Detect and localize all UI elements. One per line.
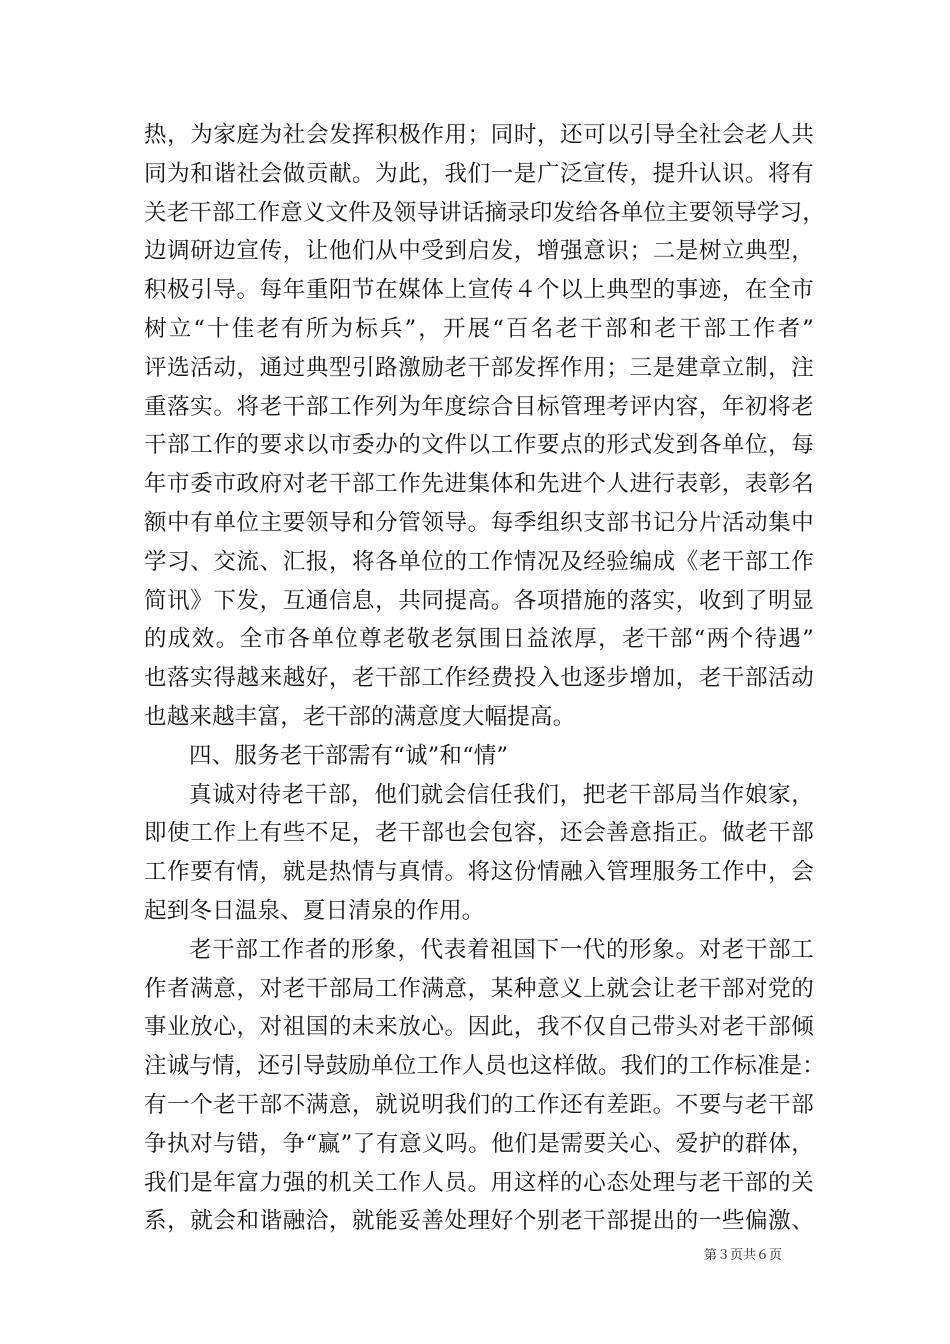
text-line: 边调研边宣传，让他们从中受到启发，增强意识；二是树立典型， [144, 238, 814, 265]
body-text [144, 116, 826, 1241]
text-line: 有一个老干部不满意，就说明我们的工作还有差距。不要与老干部 [144, 1091, 814, 1118]
text-line: 关老干部工作意义文件及领导讲话摘录印发给各单位主要领导学习， [144, 199, 826, 226]
text-line: 干部工作的要求以市委办的文件以工作要点的形式发到各单位，每 [144, 432, 814, 459]
text-line: 争执对与错，争“赢”了有意义吗。他们是需要关心、爱护的群体， [144, 1130, 814, 1157]
text-line: 系，就会和谐融洽，就能妥善处理好个别老干部提出的一些偏激、 [144, 1208, 814, 1235]
text-line: 积极引导。每年重阳节在媒体上宣传４个以上典型的事迹，在全市 [144, 277, 814, 304]
text-line: 同为和谐社会做贡献。为此，我们一是广泛宣传，提升认识。将有 [144, 160, 814, 187]
section-heading: 四、服务老干部需有“诚”和“情” [189, 742, 509, 769]
text-line: 热，为家庭为社会发挥积极作用；同时，还可以引导全社会老人共 [144, 122, 814, 148]
text-line: 年市委市政府对老干部工作先进集体和先进个人进行表彰，表彰名 [144, 471, 814, 498]
text-line: 真诚对待老干部，他们就会信任我们，把老干部局当作娘家， [189, 781, 814, 808]
text-line: 作者满意，对老干部局工作满意，某种意义上就会让老干部对党的 [144, 975, 814, 1002]
page-number: 第３页共６页 [704, 1248, 783, 1263]
text-line: 事业放心，对祖国的未来放心。因此，我不仅自己带头对老干部倾 [144, 1014, 814, 1041]
text-line: 老干部工作者的形象，代表着祖国下一代的形象。对老干部工 [189, 936, 814, 963]
text-line: 即使工作上有些不足，老干部也会包容，还会善意指正。做老干部 [144, 820, 814, 847]
text-line: 也落实得越来越好，老干部工作经费投入也逐步增加，老干部活动 [144, 665, 814, 692]
text-line: 学习、交流、汇报，将各单位的工作情况及经验编成《老干部工作 [144, 548, 814, 575]
text-line: 简讯》下发，互通信息，共同提高。各项措施的落实，收到了明显 [144, 587, 814, 614]
text-line: 注诚与情，还引导鼓励单位工作人员也这样做。我们的工作标准是： [144, 1053, 826, 1080]
text-line: 额中有单位主要领导和分管领导。每季组织支部书记分片活动集中 [144, 509, 814, 536]
text-line: 的成效。全市各单位尊老敬老氛围日益浓厚，老干部“两个待遇” [144, 626, 814, 653]
text-line: 工作要有情，就是热情与真情。将这份情融入管理服务工作中，会 [144, 859, 814, 886]
text-line: 重落实。将老干部工作列为年度综合目标管理考评内容，年初将老 [144, 393, 814, 420]
text-line: 我们是年富力强的机关工作人员。用这样的心态处理与老干部的关 [144, 1169, 814, 1196]
text-line: 评选活动，通过典型引路激励老干部发挥作用；三是建章立制，注 [144, 354, 814, 381]
text-line: 也越来越丰富，老干部的满意度大幅提高。 [144, 703, 576, 730]
text-line: 起到冬日温泉、夏日清泉的作用。 [144, 897, 485, 924]
text-line: 树立“十佳老有所为标兵”，开展“百名老干部和老干部工作者” [144, 315, 814, 342]
